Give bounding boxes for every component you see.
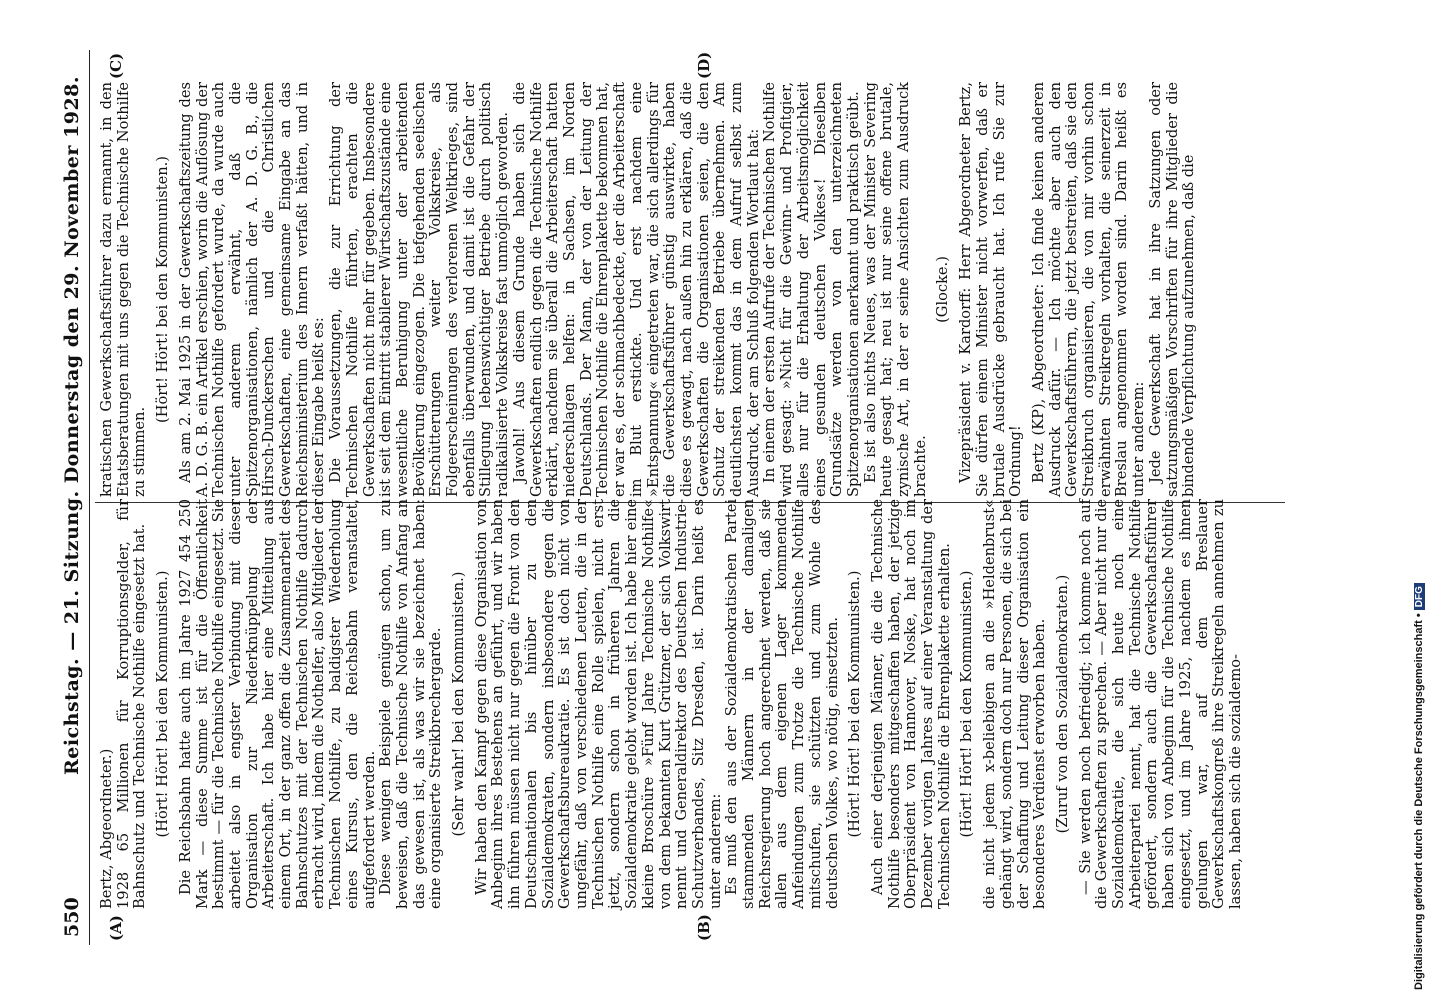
paragraph: (Hört! Hört! bei den Kommunisten.) [154, 156, 172, 423]
margin-marker-a: (A) [107, 915, 125, 941]
paragraph: (Hört! Hört! bei den Kommunisten.) [154, 570, 172, 838]
paragraph: Die Reichsbahn hatte auch im Jahre 1927 454 250 Mark — diese Summe ist für die Öffentlichkeit bestimmt — für die Technische Nothilfe eingesetzt. Sie arbeitet also in engster Verbindung mit dieser Organisation zur Niederknüppelung der Arbeiterschaft. Ich habe hier eine Mitteilung aus einem Ort, in der ganz offen die Zusammenarbeit des Bahnschutzes mit der Technischen Nothilfe dadurch erbracht wird, indem die Nothelfer, also Mitglieder der Technischen Nothilfe, zu baldigster Wiederholung eines Kursus, den die Reichsbahn veranstaltet, aufgefordert werden. [176, 499, 378, 909]
paragraph: (Hört! Hört! bei den Kommunisten.) [846, 570, 864, 838]
paragraph: (Glocke.) [934, 256, 952, 323]
digitization-credit [1413, 0, 1429, 990]
header-rule [89, 50, 90, 945]
paragraph: Diese wenigen Beispiele genügen schon, um zu beweisen, daß die Technische Nothilfe von Anfang an das gewesen ist, als was wir sie bezeichnet haben: eine organisierte Streikbrechergarde. [377, 499, 445, 909]
paragraph: (Zuruf von den Sozialdemokraten.) [1053, 574, 1071, 834]
paragraph: Die Voraussetzungen, die zur Errichtung der Technischen Nothilfe führten, erachten die Gewerkschaften nicht mehr für gegeben. Insbesondere ist seit dem Eintritt stabilerer Wirtschaftszustände eine wesentliche Beruhigung unter der arbeitenden Bevölkerung eingezogen. Die tiefgehenden seelischen Erschütterungen weiter Volkskreise, als Folgeerscheinungen des verlorenen Weltkrieges, sind ebenfalls überwunden, und damit ist die Gefahr der Stillegung lebenswichtiger Betriebe durch politisch radikalisierte Volkskreise fast unmöglich geworden. [327, 82, 512, 497]
paragraph: Jede Gewerkschaft hat in ihre Satzungen oder satzungsmäßigen Vorschriften für ihre Mitglieder die bindende Verpflichtung aufzunehmen, daß die [1146, 82, 1198, 497]
page-number: 550 [61, 897, 83, 937]
page-header [55, 50, 89, 945]
left-column [99, 499, 1289, 909]
paragraph: Es muß den aus der Sozialdemokratischen Partei stammenden Männern in der damaligen Reichsregierung hoch angerechnet werden, daß sie allen aus dem eigenen Lager kommenden Anfeindungen zum Trotze die Technische Nothilfe mitschufen, sie schützten und zum Wohle des deutschen Volkes, wo nötig, einsetzten. [723, 499, 841, 909]
margin-marker-c: (C) [107, 52, 125, 79]
credit-text: Digitalisierung gefördert durch die Deutsche Forschungsgemeinschaft • [1413, 613, 1425, 990]
dfg-logo: DFG [1414, 583, 1425, 610]
rotated-sheet [55, 50, 1300, 945]
paragraph: (Sehr wahr! bei den Kommunisten.) [450, 571, 468, 837]
paragraph: Es ist also nichts Neues, was der Minister Severing heute gesagt hat; neu ist nur seine offene brutale, zynische Art, in der er seine Ansichten zum Ausdruck brachte. [861, 82, 929, 497]
paragraph: Bertz, Abgeordneter.) [98, 748, 115, 909]
right-column [99, 82, 1289, 497]
paragraph: Als am 2. Mai 1925 in der Gewerkschaftszeitung des A. D. G. B. ein Artikel erschien, worin die Auflösung der Technischen Nothilfe gefordert wurde, da wurde auch unter anderem erwähnt, daß die Spitzenorganisationen, nämlich der A. D. G. B., die Hirsch-Dunckerschen und die Christlichen Gewerkschaften, eine gemeinsame Eingabe an das Reichsministerium des Innern verfaßt hätten, und in dieser Eingabe heißt es: [176, 82, 328, 497]
paragraph: kratischen Gewerkschaftsführer dazu ermannt, in den Etatsberatungen mit uns gegen die Technische Nothilfe zu stimmen. [98, 82, 149, 497]
paragraph: Auch einer derjenigen Männer, die die Technische Nothilfe besonders mitgeschaffen haben, der jetzige Oberpräsident von Hannover, Noske, hat noch im Dezember vorigen Jahres auf einer Veranstaltung der Technischen Nothilfe die Ehrenplakette erhalten. [868, 499, 953, 909]
paragraph: Jawohl! Aus diesem Grunde haben sich die Gewerkschaften endlich gegen die Technische Nothilfe erklärt, nachdem sie überall die Arbeiterschaft hatten niederschlagen helfen: in Sachsen, im Norden Deutschlands. Der Mann, der von der Leitung der Technischen Nothilfe die Ehrenplakette bekommen hat, er war es, der schmachbedeckte, der die Arbeiterschaft im Blut erstickte. Und erst nachdem eine »Entspannung« eingetreten war, die sich allerdings für die Gewerkschaftsführer günstig auswirkte, haben diese es gewagt, nach außen hin zu erklären, daß die Gewerkschaften die Organisationen seien, die den Schutz der streikenden Betriebe übernehmen. Am deutlichsten kommt das in dem Aufruf selbst zum Ausdruck, der am Schluß folgenden Wortlaut hat: [510, 82, 762, 497]
paragraph: Vizepräsident v. Kardorff: Herr Abgeordneter Bertz, Sie dürfen einem Minister nicht vorwerfen, daß er brutale Ausdrücke gebraucht hat. Ich rufe Sie zur Ordnung! [957, 82, 1025, 497]
paragraph: 1928 65 Millionen für Korruptionsgelder, für Bahnschutz und Technische Nothilfe eingesetzt hat. [114, 499, 149, 909]
margin-marker-d: (D) [695, 51, 713, 79]
paragraph: In einem der ersten Aufrufe der Technischen Nothilfe wird gesagt: »Nicht für die Gewinn- und Profitgier, alles nur für die Erhaltung der Arbeitsmöglichkeit eines gesunden deutschen Volkes«! Dieselben Grundsätze werden von den unterzeichneten Spitzenorganisationen anerkannt und praktisch geübt. [761, 82, 862, 497]
paragraph: Bertz (KP), Abgeordneter: Ich finde keinen anderen Ausdruck dafür. — Ich möchte aber auch den Gewerkschaftsführern, die jetzt bestreiten, daß sie den Streikbruch organisieren, die von mir vorhin schon erwähnten Streikregeln vorhalten, die seinerzeit in Breslau angenommen worden sind. Darin heißt es unter anderem: [1029, 82, 1148, 497]
page-title: Reichstag. — 21. Sitzung. Donnerstag den 29. November 1928. [61, 75, 83, 775]
paragraph: Wir haben den Kampf gegen diese Organisation von Anbeginn ihres Bestehens an geführt, und wir haben ihn führen müssen nicht nur gegen die Front von den Deutschnationalen bis hinüber zu den Sozialdemokraten, sondern insbesondere gegen die Gewerkschaftsbureaukratie. Es ist doch nicht von ungefähr, daß von verschiedenen Leuten, die in der Technischen Nothilfe eine Rolle spielen, nicht erst jetzt, sondern schon in früheren Jahren die Sozialdemokratie gelobt worden ist. Ich habe hier eine kleine Broschüre »Fünf Jahre Technische Nothilfe« von dem bekannten Kurt Grützner, der sich Volkswirt nennt und Generaldirektor des Deutschen Industrie-Schutzverbandes, Sitz Dresden, ist. Darin heißt es unter anderem: [472, 499, 724, 909]
paragraph: die nicht jedem x-beliebigen an die »Heldenbrust« gehängt wird, sondern doch nur Personen, die sich bei der Schaffung und Leitung dieser Organisation ein besonderes Verdienst erworben haben. [981, 499, 1049, 909]
margin-marker-b: (B) [695, 914, 713, 941]
paragraph: (Hört! Hört! bei den Kommunisten.) [958, 570, 976, 838]
paragraph: — Sie werden noch befriedigt; ich komme noch auf die Gewerkschaften zu sprechen. — Aber nicht nur die Sozialdemokratie, die sich heute noch eine Arbeiterpartei nennt, hat die Technische Nothilfe gefördert, sondern auch die Gewerkschaftsführer haben sich von Anbeginn für die Technische Nothilfe eingesetzt, und im Jahre 1925, nachdem es ihnen gelungen war, auf dem Breslauer Gewerkschaftskongreß ihre Streikregeln annehmen zu lassen, haben sich die sozialdemo- [1076, 499, 1244, 909]
